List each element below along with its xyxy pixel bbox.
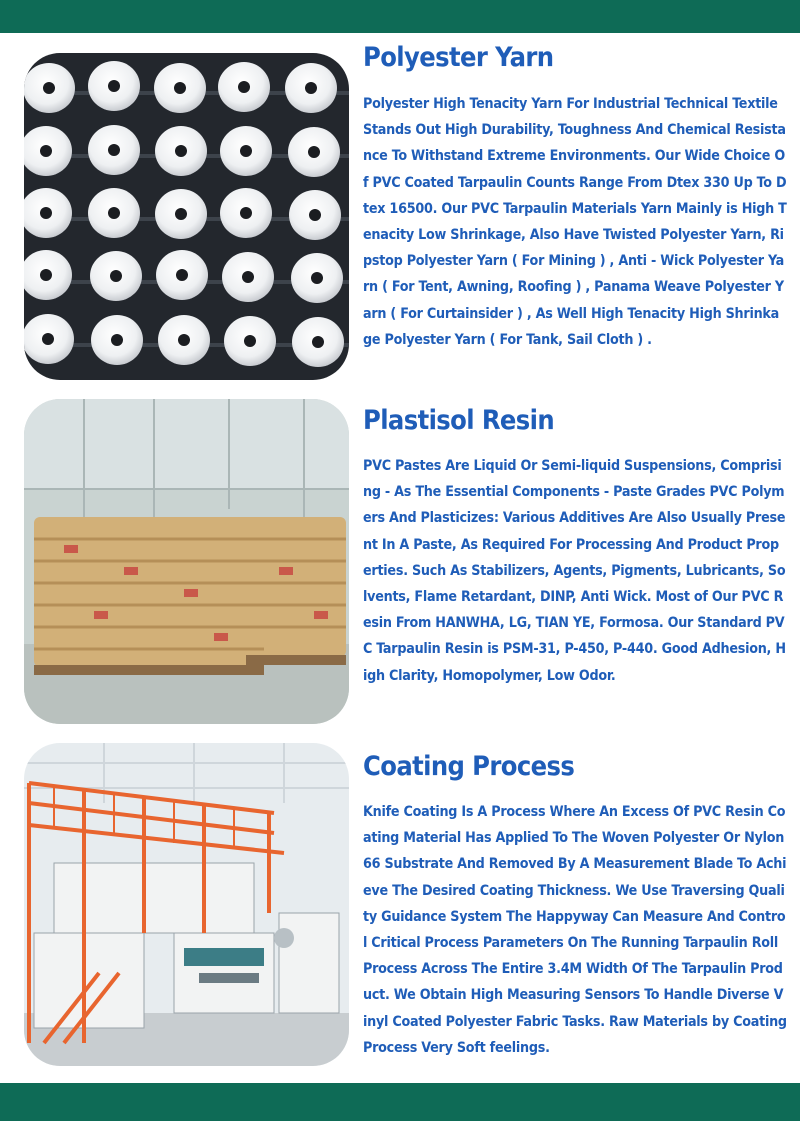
section-heading: Plastisol Resin [363, 405, 555, 436]
section-body: PVC Pastes Are Liquid Or Semi-liquid Suspensions, Comprising - As The Essential Components - Paste Grades PVC Polymers And Plasticizes: Various Additives Are Also Usually Present In A Paste, As Required For Processing And Product Properties. Such As Stabilizers, Agents, Pigments, Lubricants, Solvents, Flame Retardant, DINP, Anti Wick. Most of Our PVC Resin From HANWHA, LG, TIAN YE, Formosa. Our Standard PVC Tarpaulin Resin is PSM-31, P-450, P-440. Good Adhesion, High Clarity, Homopolymer, Low Odor. [363, 458, 786, 684]
section-body: Polyester High Tenacity Yarn For Industrial Technical Textile Stands Out High Durability, Toughness And Chemical Resistance To Withstand Extreme Environments. Our Wide Choice Of PVC Coated Tarpaulin Counts Range From Dtex 330 Up To Dtex 16500. Our PVC Tarpaulin Materials Yarn Mainly is High Tenacity Low Shrinkage, Also Have Twisted Polyester Yarn, Ripstop Polyester Yarn ( For Mining ) , Anti - Wick Polyester Yarn ( For Tent, Awning, Roofing ) , Panama Weave Polyester Yarn ( For Curtainsider ) , As Well High Tenacity High Shrinkage Polyester Yarn ( For Tank, Sail Cloth ) . [363, 96, 787, 348]
section-heading: Coating Process [363, 751, 575, 782]
coating-process-text [363, 751, 787, 1061]
section-body: Knife Coating Is A Process Where An Excess Of PVC Resin Coating Material Has Applied To The Woven Polyester Or Nylon 66 Substrate And Removed By A Measurement Blade To Achieve The Desired Coating Thickness. We Use Traversing Quality Guidance System The Happyway Can Measure And Control Critical Process Parameters On The Running Tarpaulin Roll Process Across The Entire 3.4M Width Of The Tarpaulin Product. We Obtain High Measuring Sensors To Handle Diverse Vinyl Coated Polyester Fabric Tasks. Raw Materials by Coating Process Very Soft feelings. [363, 804, 787, 1056]
coating-line-image [24, 743, 349, 1066]
resin-bags-image [24, 399, 349, 724]
coating-process-photo [24, 743, 349, 1066]
section-heading: Polyester Yarn [363, 42, 554, 73]
yarn-spools-image [24, 53, 349, 380]
plastisol-resin-photo [24, 399, 349, 724]
bottom-band [0, 1083, 800, 1121]
top-band [0, 0, 800, 33]
polyester-yarn-text [363, 42, 787, 353]
plastisol-resin-text [363, 405, 787, 689]
polyester-yarn-photo [24, 53, 349, 380]
